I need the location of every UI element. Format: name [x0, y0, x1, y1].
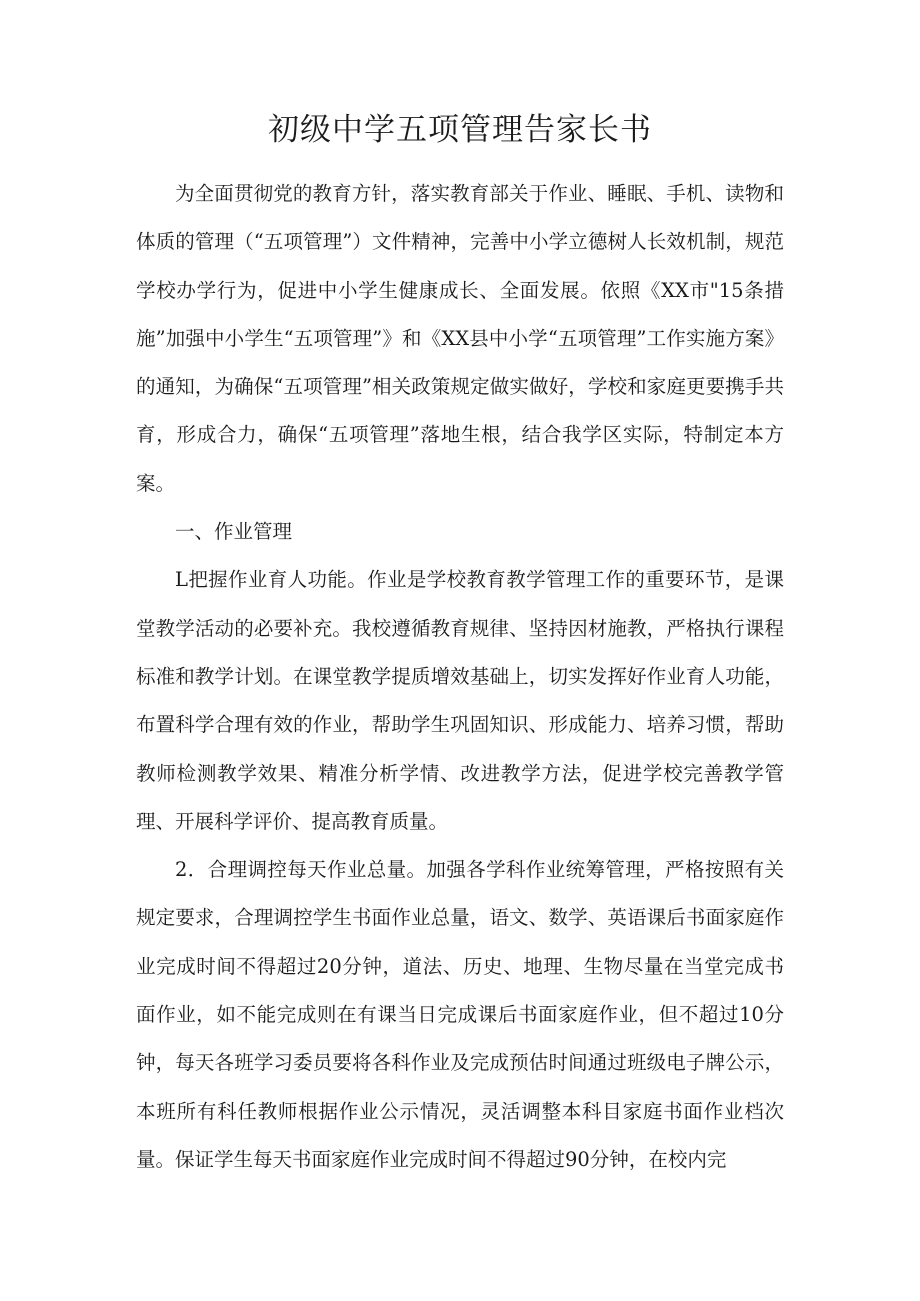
- document-body: [136, 170, 784, 1184]
- page-title: 初级中学五项管理告家长书: [268, 112, 652, 148]
- intro-paragraph: 为全面贯彻党的教育方针，落实教育部关于作业、睡眠、手机、读物和体质的管理（“五项管理”）文件精神，完善中小学立德树人长效机制，规范学校办学行为，促进中小学生健康成长、全面发展。依照《XX市"15条措施”加强中小学生“五项管理”》和《XX县中小学“五项管理”工作实施方案》的通知，为确保“五项管理”相关政策规定做实做好，学校和家庭更要携手共育，形成合力，确保“五项管理”落地生根，结合我学区实际，特制定本方案。: [136, 182, 784, 495]
- section-heading-homework: 一、作业管理: [175, 520, 293, 544]
- homework-item-1: L把握作业育人功能。作业是学校教育教学管理工作的重要环节，是课堂教学活动的必要补充。我校遵循教育规律、坚持因材施教，严格执行课程标准和教学计划。在课堂教学提质增效基础上，切实发挥好作业育人功能，布置科学合理有效的作业，帮助学生巩固知识、形成能力、培养习惯，帮助教师检测教学效果、精准分析学情、改进教学方法，促进学校完善教学管理、开展科学评价、提高教育质量。: [136, 568, 784, 833]
- homework-item-2: 2．合理调控每天作业总量。加强各学科作业统筹管理，严格按照有关规定要求，合理调控学生书面作业总量，语文、数学、英语课后书面家庭作业完成时间不得超过20分钟，道法、历史、地理、生物尽量在当堂完成书面作业，如不能完成则在有课当日完成课后书面家庭作业，但不超过10分钟，每天各班学习委员要将各科作业及完成预估时间通过班级电子牌公示，本班所有科任教师根据作业公示情况，灵活调整本科目家庭书面作业档次量。保证学生每天书面家庭作业完成时间不得超过90分钟，在校内完: [136, 858, 784, 1171]
